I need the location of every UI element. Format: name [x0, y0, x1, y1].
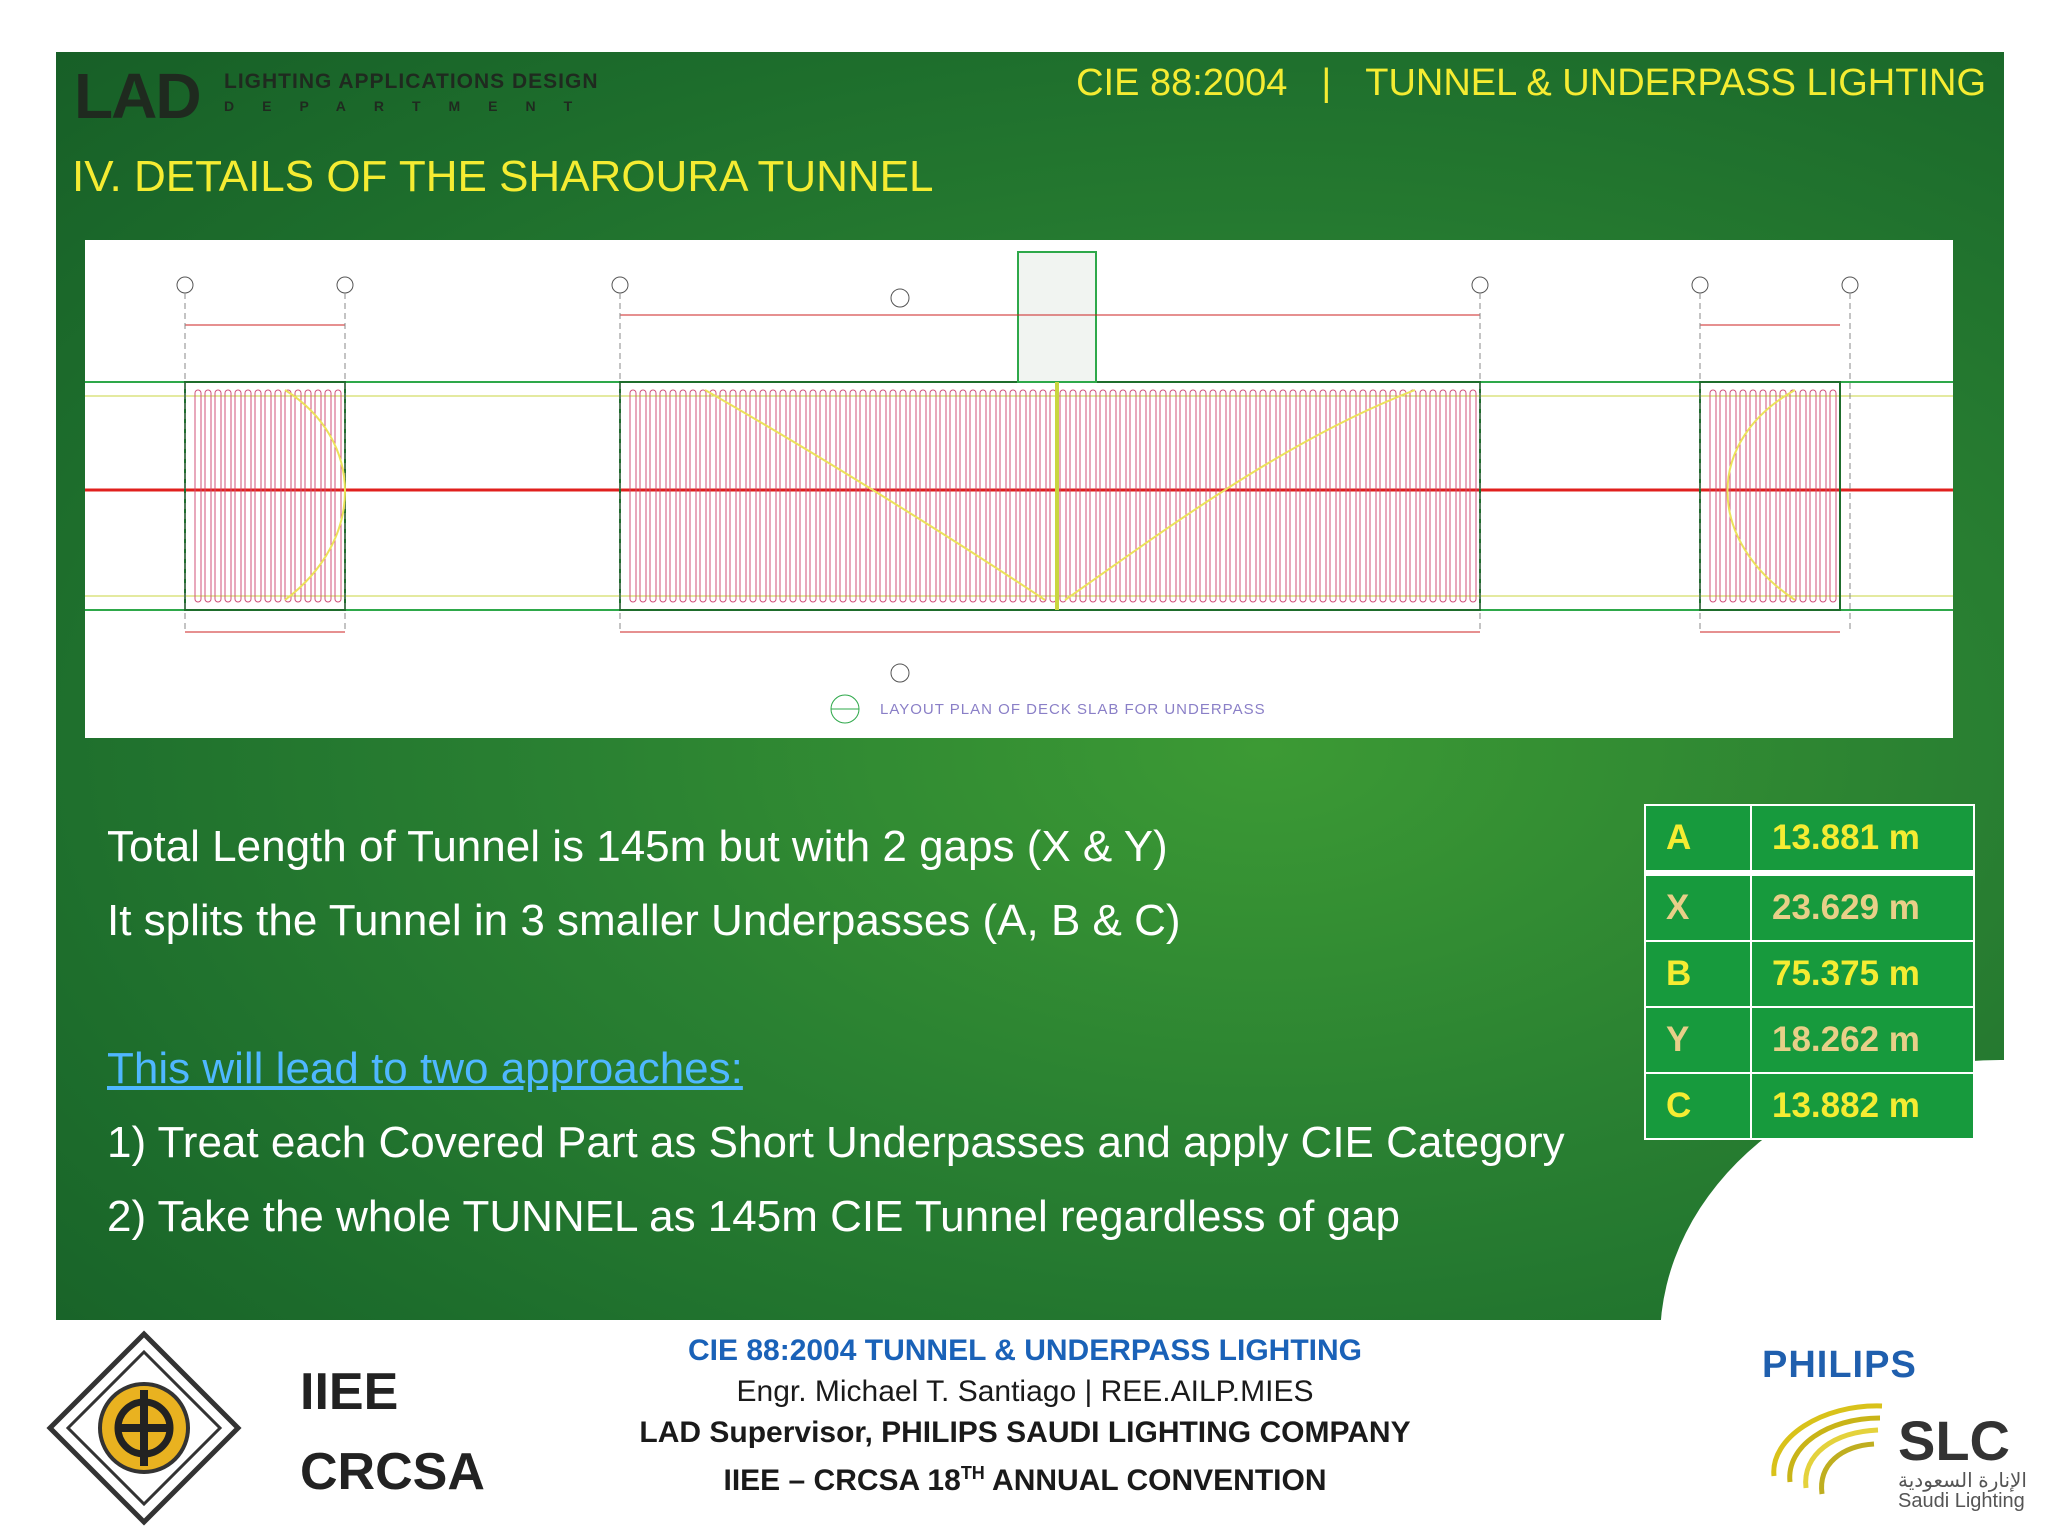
- deck-beam: [1130, 390, 1136, 602]
- dimension-value: 18.262 m: [1751, 1007, 1974, 1073]
- deck-beam: [1380, 390, 1386, 602]
- cad-linework: [85, 252, 1953, 723]
- slc-subtitle: Saudi Lighting: [1898, 1490, 2025, 1512]
- body-line-splits: It splits the Tunnel in 3 smaller Underpasses (A, B & C): [107, 896, 1181, 945]
- footer-credits: [600, 1330, 1450, 1501]
- deck-beam: [780, 390, 786, 602]
- header-separator: |: [1321, 62, 1332, 104]
- deck-beam: [1230, 390, 1236, 602]
- deck-beam: [1440, 390, 1446, 602]
- deck-beam: [850, 390, 856, 602]
- footer-event: [600, 1453, 1450, 1501]
- event-suffix: ANNUAL CONVENTION: [984, 1464, 1327, 1497]
- dimension-key: X: [1645, 873, 1751, 941]
- iiee-seal-logo: [44, 1328, 244, 1528]
- deck-beam: [1070, 390, 1076, 602]
- footer-role: LAD Supervisor, PHILIPS SAUDI LIGHTING COMPANY: [639, 1416, 1411, 1449]
- deck-beam: [750, 390, 756, 602]
- deck-beam: [295, 390, 301, 602]
- tunnel-plan-svg: [85, 240, 1953, 738]
- station-marker: [337, 277, 353, 293]
- org-line-1: IIEE: [300, 1363, 399, 1421]
- deck-beam: [650, 390, 656, 602]
- drawing-caption: LAYOUT PLAN OF DECK SLAB FOR UNDERPASS: [880, 701, 1266, 718]
- approaches-link[interactable]: This will lead to two approaches:: [107, 1044, 743, 1093]
- deck-beam: [840, 390, 846, 602]
- dimension-value: 13.881 m: [1751, 805, 1974, 873]
- deck-beam: [245, 390, 251, 602]
- lad-logo-mark: LAD: [74, 60, 200, 132]
- body-line-total-length: Total Length of Tunnel is 145m but with 2 gaps (X & Y): [107, 822, 1168, 871]
- event-superscript: TH: [960, 1463, 985, 1483]
- deck-beam: [1150, 390, 1156, 602]
- dimension-key: B: [1645, 941, 1751, 1007]
- header-topic: TUNNEL & UNDERPASS LIGHTING: [1365, 62, 1986, 104]
- deck-beam: [275, 390, 281, 602]
- deck-beam: [970, 390, 976, 602]
- deck-beam: [1820, 390, 1826, 602]
- deck-beam: [700, 390, 706, 602]
- deck-beam: [960, 390, 966, 602]
- approach-2: 2) Take the whole TUNNEL as 145m CIE Tunnel regardless of gap: [107, 1192, 1400, 1241]
- deck-beam: [990, 390, 996, 602]
- deck-beam: [1270, 390, 1276, 602]
- deck-beam: [820, 390, 826, 602]
- drainage-curve: [1728, 390, 1796, 600]
- deck-beam: [1180, 390, 1186, 602]
- deck-beam: [1790, 390, 1796, 602]
- deck-beam: [215, 390, 221, 602]
- deck-beam: [1260, 390, 1266, 602]
- deck-beam: [1390, 390, 1396, 602]
- org-line-2: CRCSA: [300, 1443, 485, 1501]
- deck-beam: [1360, 390, 1366, 602]
- deck-beam: [1370, 390, 1376, 602]
- deck-beam: [325, 390, 331, 602]
- pump-station-box: [1018, 252, 1096, 382]
- dimension-row-b: [1645, 941, 1974, 1007]
- station-marker: [612, 277, 628, 293]
- deck-beam: [670, 390, 676, 602]
- deck-beam: [830, 390, 836, 602]
- section-title: IV. DETAILS OF THE SHAROURA TUNNEL: [72, 152, 934, 201]
- deck-beam: [285, 390, 291, 602]
- dimensions-table: [1644, 804, 1975, 1140]
- deck-beam: [1200, 390, 1206, 602]
- dimension-key: A: [1645, 805, 1751, 873]
- slc-arabic-name: الإنارة السعودية: [1898, 1470, 2027, 1492]
- deck-beam: [1140, 390, 1146, 602]
- deck-beam: [1110, 390, 1116, 602]
- deck-beam: [1350, 390, 1356, 602]
- deck-beam: [1460, 390, 1466, 602]
- deck-beam: [1450, 390, 1456, 602]
- station-marker: [1692, 277, 1708, 293]
- deck-beam: [1780, 390, 1786, 602]
- deck-beam: [1030, 390, 1036, 602]
- deck-beam: [680, 390, 686, 602]
- deck-beam: [800, 390, 806, 602]
- deck-beam: [930, 390, 936, 602]
- deck-beam: [1430, 390, 1436, 602]
- deck-beam: [890, 390, 896, 602]
- deck-beam: [1010, 390, 1016, 602]
- deck-beam: [810, 390, 816, 602]
- dimension-row-x: [1645, 873, 1974, 941]
- deck-beam: [770, 390, 776, 602]
- deck-beam: [920, 390, 926, 602]
- deck-beam: [1320, 390, 1326, 602]
- deck-beam: [1830, 390, 1836, 602]
- header-standard: CIE 88:2004: [1076, 62, 1288, 104]
- dimension-value: 13.882 m: [1751, 1073, 1974, 1139]
- deck-beam: [1190, 390, 1196, 602]
- deck-beam: [860, 390, 866, 602]
- deck-beam: [980, 390, 986, 602]
- deck-beam: [235, 390, 241, 602]
- deck-beam: [1290, 390, 1296, 602]
- deck-beam: [305, 390, 311, 602]
- philips-logo: PHILIPS: [1762, 1344, 1917, 1386]
- section-marker-bottom: [891, 664, 909, 682]
- deck-beam: [1810, 390, 1816, 602]
- deck-beam: [1470, 390, 1476, 602]
- deck-beam: [940, 390, 946, 602]
- deck-beam: [1060, 390, 1066, 602]
- dimension-key: C: [1645, 1073, 1751, 1139]
- deck-beam: [1420, 390, 1426, 602]
- deck-beam: [730, 390, 736, 602]
- deck-beam: [1720, 390, 1726, 602]
- deck-beam: [950, 390, 956, 602]
- deck-beam: [1090, 390, 1096, 602]
- dimension-value: 23.629 m: [1751, 873, 1974, 941]
- deck-beam: [1240, 390, 1246, 602]
- deck-beam: [335, 390, 341, 602]
- iiee-crcsa-wordmark: [300, 1352, 485, 1512]
- deck-beam: [205, 390, 211, 602]
- deck-beam: [1250, 390, 1256, 602]
- deck-beam: [720, 390, 726, 602]
- deck-beam: [1400, 390, 1406, 602]
- footer-author: Engr. Michael T. Santiago | REE.AILP.MIES: [736, 1375, 1314, 1408]
- approach-1: 1) Treat each Covered Part as Short Underpasses and apply CIE Category: [107, 1118, 1565, 1167]
- deck-beam: [710, 390, 716, 602]
- deck-beam: [1160, 390, 1166, 602]
- slc-wordmark: SLC: [1898, 1409, 2010, 1472]
- deck-beam: [1800, 390, 1806, 602]
- lad-logo-line1: LIGHTING APPLICATIONS DESIGN: [224, 70, 599, 93]
- event-prefix: IIEE – CRCSA 18: [723, 1464, 961, 1497]
- deck-beam: [1120, 390, 1126, 602]
- deck-beam: [630, 390, 636, 602]
- deck-beam: [1170, 390, 1176, 602]
- deck-beam: [1770, 390, 1776, 602]
- footer-title: CIE 88:2004 TUNNEL & UNDERPASS LIGHTING: [687, 1334, 1363, 1367]
- dimension-value: 75.375 m: [1751, 941, 1974, 1007]
- deck-beam: [690, 390, 696, 602]
- dimension-key: Y: [1645, 1007, 1751, 1073]
- deck-beam: [255, 390, 261, 602]
- station-marker: [1472, 277, 1488, 293]
- deck-beam: [1740, 390, 1746, 602]
- deck-beam: [195, 390, 201, 602]
- deck-beam: [1280, 390, 1286, 602]
- deck-beam: [910, 390, 916, 602]
- dimension-row-a: [1645, 805, 1974, 873]
- deck-beam: [225, 390, 231, 602]
- lad-logo-line2: DEPARTMENT: [224, 98, 601, 114]
- section-marker-top: [891, 289, 909, 307]
- tunnel-layout-drawing: [85, 240, 1953, 738]
- deck-beam: [660, 390, 666, 602]
- deck-beam: [1710, 390, 1716, 602]
- deck-beam: [265, 390, 271, 602]
- deck-beam: [740, 390, 746, 602]
- deck-beam: [900, 390, 906, 602]
- deck-beam: [1410, 390, 1416, 602]
- station-marker: [177, 277, 193, 293]
- deck-beam: [1040, 390, 1046, 602]
- deck-beam: [1220, 390, 1226, 602]
- deck-beam: [1020, 390, 1026, 602]
- deck-beam: [1100, 390, 1106, 602]
- deck-beam: [1730, 390, 1736, 602]
- deck-beam: [1310, 390, 1316, 602]
- deck-beam: [1080, 390, 1086, 602]
- deck-beam: [790, 390, 796, 602]
- dimension-row-c: [1645, 1073, 1974, 1139]
- deck-beam: [870, 390, 876, 602]
- deck-beam: [1330, 390, 1336, 602]
- station-marker: [1842, 277, 1858, 293]
- deck-beam: [1300, 390, 1306, 602]
- dimension-row-y: [1645, 1007, 1974, 1073]
- header-title: [1076, 62, 1986, 105]
- deck-beam: [640, 390, 646, 602]
